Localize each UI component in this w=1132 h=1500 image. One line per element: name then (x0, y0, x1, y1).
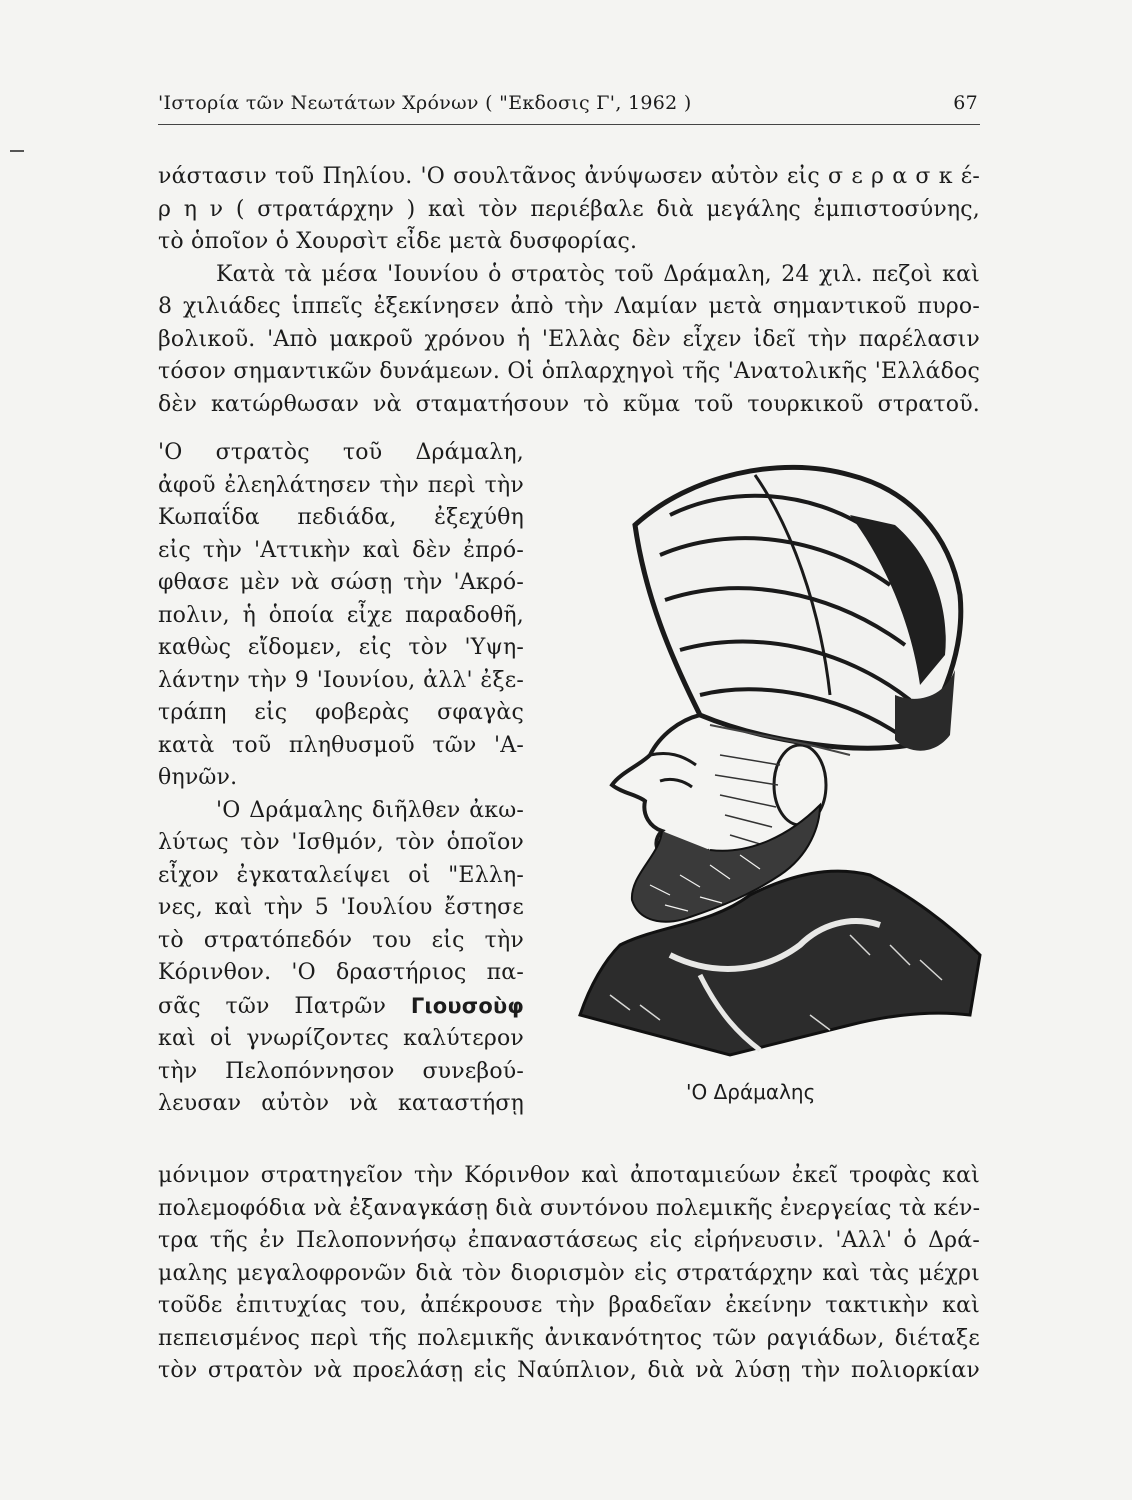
text-line: θηνῶν. (158, 765, 238, 790)
text-block-bottom (158, 1160, 980, 1388)
text-line: τράπη εἰς φοβερὰς σφαγὰς (158, 700, 524, 725)
text-line: μόνιμον στρατηγεῖον τὴν Κόρινθον καὶ ἀποταμιεύων ἐκεῖ τροφὰς καὶ (158, 1163, 980, 1188)
text-fragment: σᾶς τῶν Πατρῶν (158, 993, 387, 1019)
text-line: εἰς τὴν 'Αττικὴν καὶ δὲν ἐπρό- (158, 537, 524, 563)
text-line: νες, καὶ τὴν 5 'Ιουλίου ἔστησε (158, 895, 524, 920)
text-line: Κατὰ τὰ μέσα 'Ιουνίου ὁ στρατὸς τοῦ Δράμαλη, 24 χιλ. πεζοὶ καὶ (216, 261, 980, 287)
page-number: 67 (953, 92, 978, 114)
text-line: 'Ο Δράμαλης διῆλθεν ἀκω- (216, 797, 524, 823)
margin-mark (10, 150, 24, 152)
bold-name: Γιουσοὺφ (410, 993, 524, 1018)
text-line: πολεμοφόδια νὰ ἐξαναγκάσῃ διὰ συντόνου πολεμικῆς ἐνεργείας τὰ κέν- (158, 1195, 981, 1221)
text-line: λύτως τὸν 'Ισθμόν, τὸν ὁποῖον (158, 830, 524, 855)
text-line-with-name (158, 990, 524, 1024)
text-line: εἶχον ἐγκαταλείψει οἱ "Ελλη- (158, 862, 524, 888)
text-line: βολικοῦ. 'Απὸ μακροῦ χρόνου ἡ 'Ελλὰς δὲν εἶχεν ἰδεῖ τὴν παρέλασιν (158, 326, 980, 352)
text-line: κατὰ τοῦ πληθυσμοῦ τῶν 'Α- (158, 732, 524, 758)
text-line: Κόρινθον. 'Ο δραστήριος πα- (158, 960, 524, 985)
text-line: νάστασιν τοῦ Πηλίου. 'Ο σουλτᾶνος ἀνύψωσεν αὐτὸν εἰς σ ε ρ α σ κ έ- (158, 164, 980, 189)
header-rule (158, 124, 980, 125)
text-line: Κωπαΐδα πεδιάδα, ἐξεχύθη (158, 505, 524, 530)
text-line: καὶ οἱ γνωρίζοντες καλύτερον (158, 1026, 524, 1051)
text-line: τὸ ὁποῖον ὁ Χουρσὶτ εἶδε μετὰ δυσφορίας. (158, 229, 638, 254)
figure-caption: 'Ο Δράμαλης (686, 1080, 816, 1104)
text-line: φθασε μὲν νὰ σώσῃ τὴν 'Ακρό- (158, 570, 524, 595)
text-line: τρα τῆς ἐν Πελοποννήσῳ ἐπαναστάσεως εἰς εἰρήνευσιν. 'Αλλ' ὁ Δρά- (158, 1228, 980, 1253)
text-line: 8 χιλιάδες ἱππεῖς ἐξεκίνησεν ἀπὸ τὴν Λαμίαν μετὰ σημαντικοῦ πυρο- (158, 294, 980, 319)
text-line: καθὼς εἴδομεν, εἰς τὸν 'Υψη- (158, 635, 524, 660)
text-block-top (158, 161, 980, 421)
text-line: τόσον σημαντικῶν δυνάμεων. Οἱ ὁπλαρχηγοὶ τῆς 'Ανατολικῆς 'Ελλάδος (158, 359, 980, 384)
text-line: τὸν στρατὸν νὰ προελάσῃ εἰς Ναύπλιον, διὰ νὰ λύσῃ τὴν πολιορκίαν (158, 1358, 980, 1383)
text-line: τὴν Πελοπόννησον συνεβού- (158, 1058, 524, 1084)
text-line: λευσαν αὐτὸν νὰ καταστήσῃ (158, 1091, 524, 1116)
text-line: πεπεισμένος περὶ τῆς πολεμικῆς ἀνικανότητος τῶν ραγιάδων, διέταξε (158, 1325, 980, 1351)
text-line: δὲν κατώρθωσαν νὰ σταματήσουν τὸ κῦμα τοῦ τουρκικοῦ στρατοῦ. (158, 391, 980, 417)
text-line: ἀφοῦ ἐλεηλάτησεν τὴν περὶ τὴν (158, 472, 524, 498)
running-head-title: 'Ιστορία τῶν Νεωτάτων Χρόνων ( "Εκδοσις Γ', 1962 ) (158, 92, 692, 114)
text-line: τοῦδε ἐπιτυχίας του, ἀπέκρουσε τὴν βραδεῖαν ἐκείνην τακτικὴν καὶ (158, 1293, 980, 1318)
running-head (158, 92, 978, 114)
text-line: ρ η ν ( στρατάρχην ) καὶ τὸν περιέβαλε διὰ μεγάλης ἐμπιστοσύνης, (158, 196, 980, 222)
text-line: πολιν, ἡ ὁποία εἶχε παραδοθῆ, (158, 602, 524, 628)
text-line: 'Ο στρατὸς τοῦ Δράμαλη, (158, 440, 524, 465)
text-line: λάντην τὴν 9 'Ιουνίου, ἀλλ' ἐξε- (158, 667, 524, 693)
text-line: τὸ στρατόπεδόν του εἰς τὴν (158, 927, 524, 953)
text-block-left (158, 437, 524, 1121)
text-line: μαλης μεγαλοφρονῶν διὰ τὸν διορισμὸν εἰς στρατάρχην καὶ τὰς μέχρι (158, 1260, 980, 1286)
portrait-drawing-icon (550, 455, 990, 1065)
